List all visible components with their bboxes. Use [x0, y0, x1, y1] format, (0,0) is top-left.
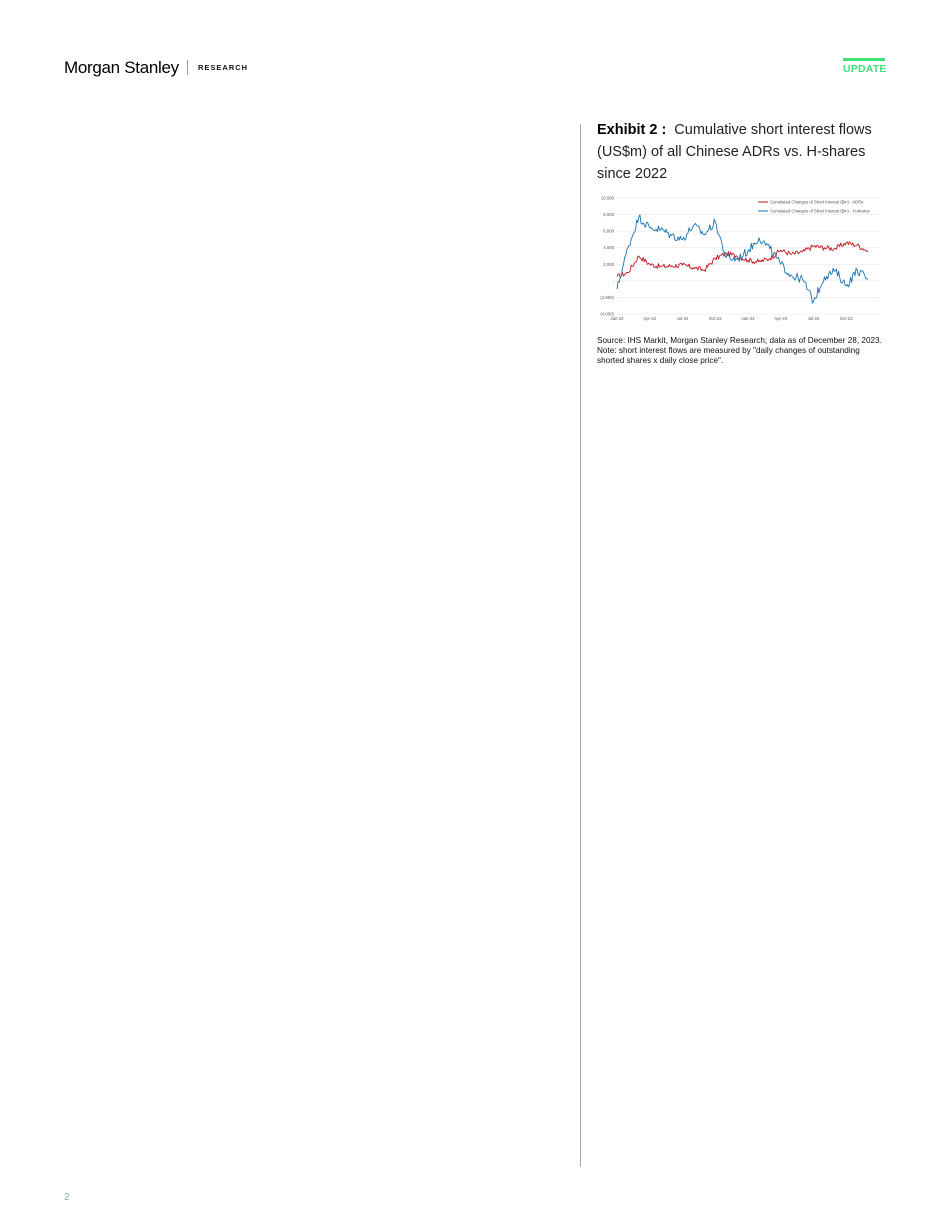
y-tick-label: 10,000 [600, 195, 614, 201]
exhibit-title-text: Cumulative short interest flows (US$m) of all Chinese ADRs vs. H-shares since 2022 [597, 122, 872, 182]
legend-entry: Cumulated Changes of Short Interest ($m) - H-shares [770, 208, 870, 214]
chart-svg [597, 194, 882, 324]
note-text: Note: short interest flows are measured by "daily changes of outstanding shorted shares x daily close price". [597, 346, 860, 365]
y-tick-label: (2,000) [600, 294, 614, 300]
short-interest-chart [597, 194, 882, 324]
page-number: 2 [64, 1192, 70, 1203]
update-badge-bar [843, 58, 885, 61]
update-badge-text: UPDATE [843, 63, 887, 75]
y-tick-label: 8,000 [603, 212, 614, 218]
y-tick-label: (4,000) [600, 311, 614, 317]
y-tick-label: - [612, 278, 614, 284]
morgan-stanley-logo: Morgan Stanley [64, 58, 179, 77]
y-tick-label: 6,000 [603, 228, 614, 234]
x-tick-label: Jul-23 [807, 316, 820, 321]
exhibit-label: Exhibit 2 : [597, 122, 667, 138]
x-tick-label: Jul-22 [676, 316, 689, 321]
legend-entry: Cumulated Changes of Short Interest ($m) - ADRs [770, 199, 864, 205]
x-tick-label: Oct-23 [839, 316, 853, 321]
column-divider [580, 124, 581, 1167]
header-divider [187, 60, 188, 75]
page-header [64, 58, 885, 78]
x-tick-label: Jan-22 [610, 316, 624, 321]
x-tick-label: Oct-22 [708, 316, 722, 321]
chart-source-note [597, 336, 885, 366]
y-tick-label: 2,000 [603, 261, 614, 267]
source-text: Source: IHS Markit, Morgan Stanley Research; data as of December 28, 2023. [597, 336, 882, 345]
y-tick-label: 4,000 [603, 245, 614, 251]
research-label: RESEARCH [198, 63, 249, 72]
exhibit-title [597, 119, 889, 185]
update-badge [843, 58, 885, 74]
x-tick-label: Apr-23 [774, 316, 788, 321]
x-tick-label: Apr-22 [643, 316, 657, 321]
x-tick-label: Jan-23 [741, 316, 755, 321]
